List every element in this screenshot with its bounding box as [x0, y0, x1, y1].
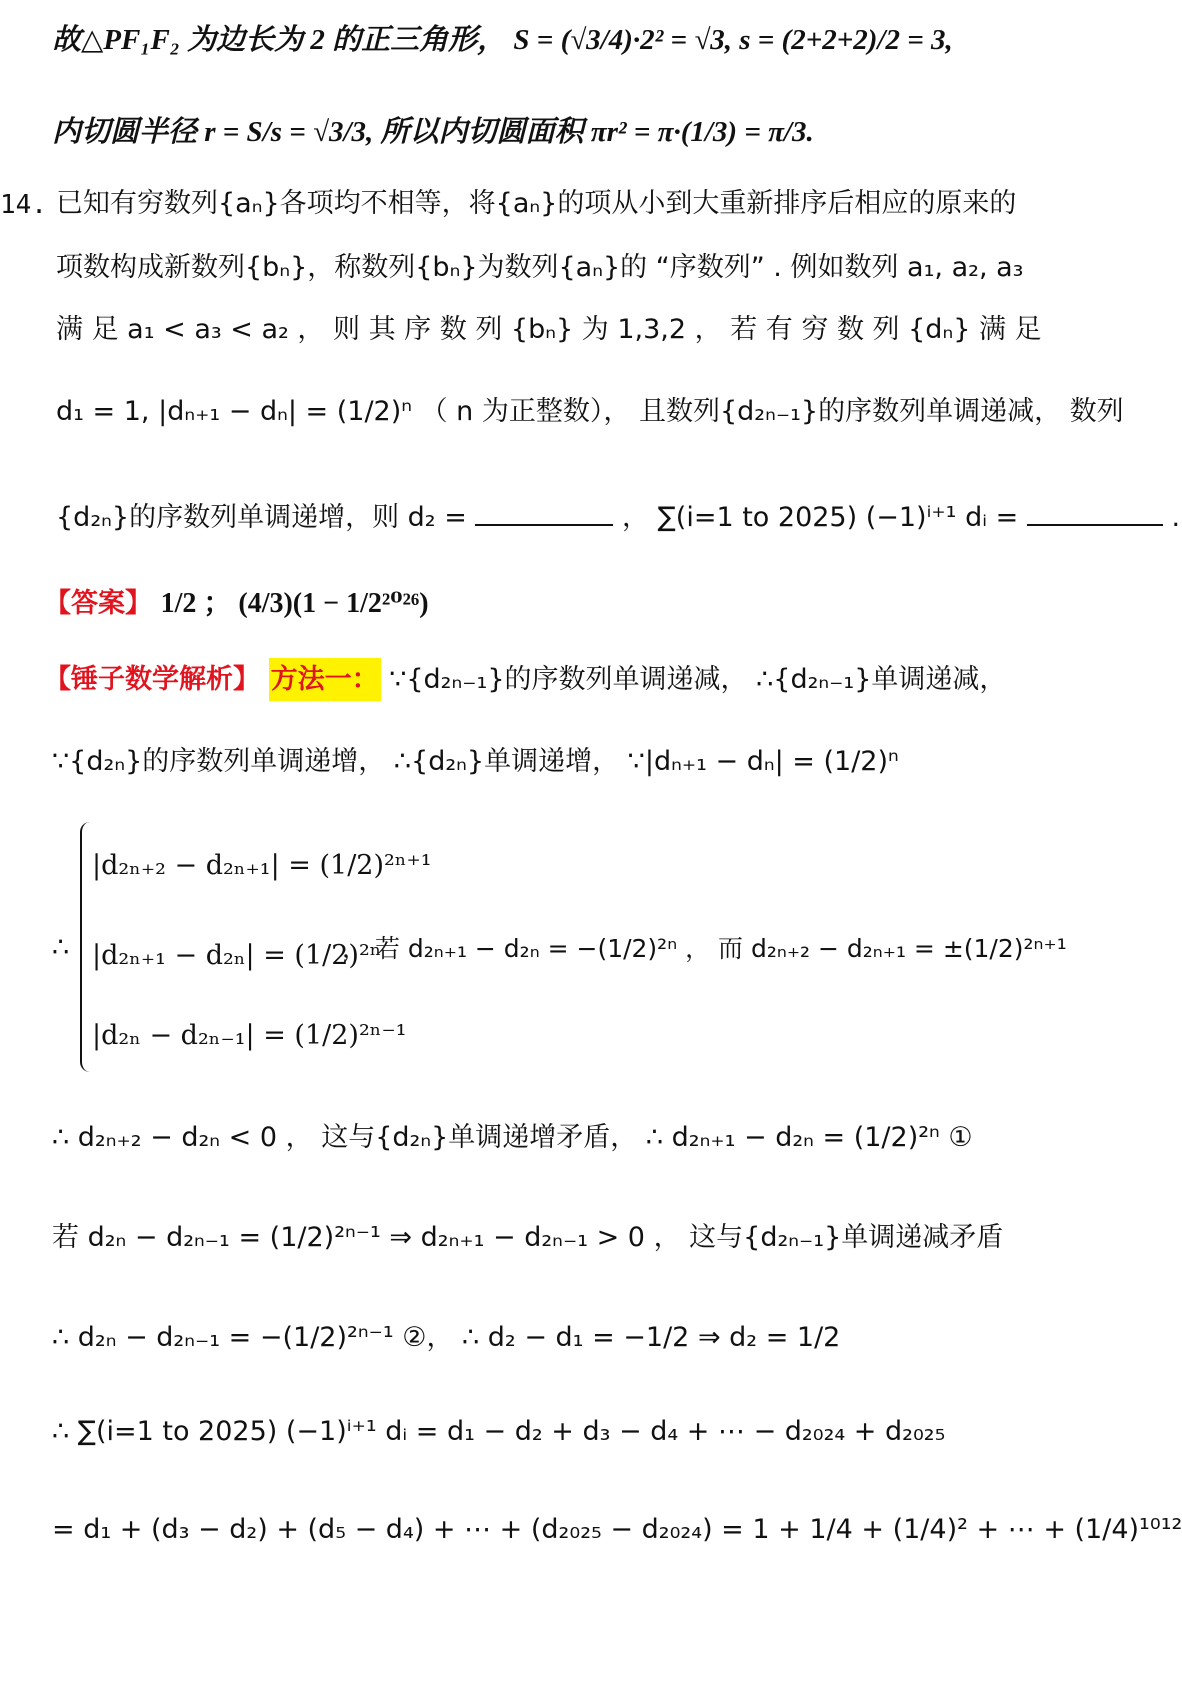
answer-blank-1	[475, 498, 613, 526]
solution-line-1: ∵{d₂ₙ₋₁}的序数列单调递减， ∴{d₂ₙ₋₁}单调递减，	[389, 664, 1007, 695]
question-line-4: d₁ = 1, |dₙ₊₁ − dₙ| = (1/2)ⁿ （ n 为正整数）， 且数列{d₂ₙ₋₁}的序数列单调递减， 数列	[56, 396, 1124, 427]
question-number: 14.	[0, 190, 47, 220]
question-line-5	[56, 498, 1180, 531]
question-line-1: 已知有穷数列{aₙ}各项均不相等，将{aₙ}的项从小到大重新排序后相应的原来的	[56, 188, 1017, 219]
system-right-text: ， 若 d₂ₙ₊₁ − d₂ₙ = −(1/2)²ⁿ ， 而 d₂ₙ₊₂ − d₂ₙ₊₁ = ±(1/2)²ⁿ⁺¹	[342, 934, 1067, 963]
question-line-5-part-a: {d₂ₙ}的序数列单调递增，则 d₂ =	[56, 502, 476, 533]
solution-line-6: ∴ d₂ₙ − d₂ₙ₋₁ = −(1/2)²ⁿ⁻¹ ②， ∴ d₂ − d₁ = −1/2 ⇒ d₂ = 1/2	[52, 1322, 841, 1353]
answer-label: 【答案】	[44, 588, 152, 619]
system-row-1: |d₂ₙ₊₂ − d₂ₙ₊₁| = (1/2)²ⁿ⁺¹	[92, 850, 432, 881]
system-row-3: |d₂ₙ − d₂ₙ₋₁| = (1/2)²ⁿ⁻¹	[92, 1020, 407, 1051]
line-inradius-text: 内切圆半径 r = S/s = √3/3, 所以内切圆面积 πr² = π·(1/3) = π/3.	[52, 116, 814, 148]
line-triangle-area	[52, 26, 953, 55]
solution-row-1	[44, 666, 1006, 693]
answer-text: 1/2 ； (4/3)(1 − 1/2²⁰²⁶)	[160, 588, 429, 619]
solution-label: 【锤子数学解析】	[44, 664, 260, 695]
solution-line-8: = d₁ + (d₃ − d₂) + (d₅ − d₄) + ⋯ + (d₂₀₂₅ − d₂₀₂₄) = 1 + 1/4 + (1/4)² + ⋯ + (1/4)¹⁰¹²	[52, 1514, 1182, 1545]
question-line-3: 满 足 a₁ < a₃ < a₂ ， 则 其 序 数 列 {bₙ} 为 1,3,2 ， 若 有 穷 数 列 {dₙ} 满 足	[56, 314, 1042, 345]
line-inradius	[52, 118, 814, 147]
line-triangle-area-text: 故△PF₁F₂ 为边长为 2 的正三角形， S = (√3/4)·2² = √3, s = (2+2+2)/2 = 3,	[52, 24, 953, 56]
question-line-5-part-c: .	[1171, 502, 1181, 533]
answer-blank-2	[1027, 498, 1163, 526]
solution-line-2: ∵{d₂ₙ}的序数列单调递增， ∴{d₂ₙ}单调递增， ∵|dₙ₊₁ − dₙ| = (1/2)ⁿ	[52, 746, 899, 777]
solution-line-7: ∴ ∑(i=1 to 2025) (−1)ⁱ⁺¹ dᵢ = d₁ − d₂ + d₃ − d₄ + ⋯ − d₂₀₂₄ + d₂₀₂₅	[52, 1416, 946, 1447]
therefore-symbol: ∴	[52, 932, 70, 963]
answer-row	[44, 590, 429, 618]
solution-line-5: 若 d₂ₙ − d₂ₙ₋₁ = (1/2)²ⁿ⁻¹ ⇒ d₂ₙ₊₁ − d₂ₙ₋₁ > 0 ， 这与{d₂ₙ₋₁}单调递减矛盾	[52, 1222, 1004, 1253]
solution-line-4: ∴ d₂ₙ₊₂ − d₂ₙ < 0 ， 这与{d₂ₙ}单调递增矛盾， ∴ d₂ₙ₊₁ − d₂ₙ = (1/2)²ⁿ ①	[52, 1122, 973, 1153]
solution-method-label: 方法一：	[269, 658, 381, 701]
question-line-2: 项数构成新数列{bₙ}，称数列{bₙ}为数列{aₙ}的 “序数列” . 例如数列 a₁, a₂, a₃	[56, 252, 1024, 283]
system-row-2: |d₂ₙ₊₁ − d₂ₙ| = (1/2)²ⁿ	[92, 940, 382, 971]
question-line-5-part-b: ， ∑(i=1 to 2025) (−1)ⁱ⁺¹ dᵢ =	[622, 502, 1027, 533]
